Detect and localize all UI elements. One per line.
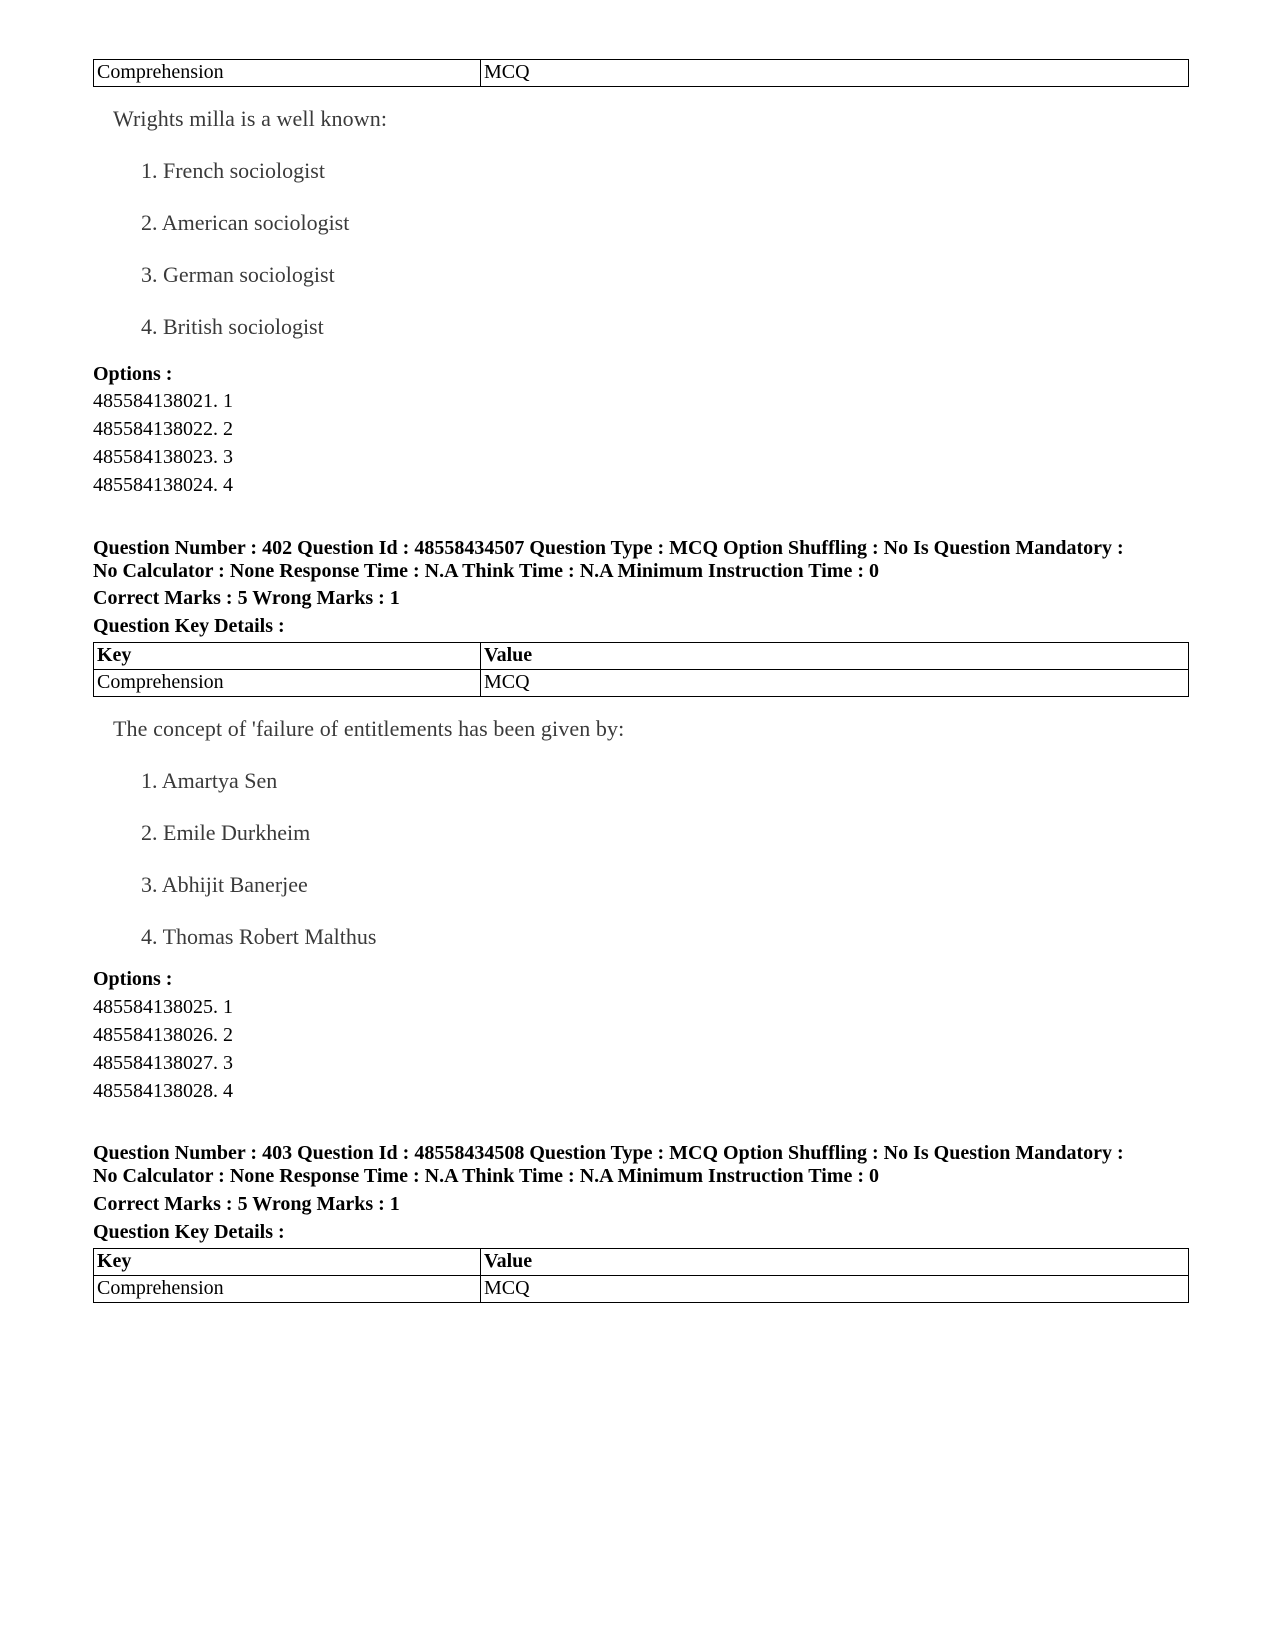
question-key-table (93, 1248, 1189, 1303)
value-cell: MCQ (481, 670, 1189, 697)
key-cell: Comprehension (94, 1276, 481, 1303)
table-row (94, 1276, 1189, 1303)
answer-choice: 3. German sociologist (141, 262, 335, 287)
answer-choice: 2. Emile Durkheim (141, 820, 311, 845)
option-item: 485584138025. 1 (93, 996, 233, 1018)
question-meta-line: No Calculator : None Response Time : N.A Think Time : N.A Minimum Instruction Time : 0 (93, 560, 879, 582)
value-cell: MCQ (481, 1276, 1189, 1303)
question-stem: Wrights milla is a well known: (113, 106, 388, 131)
key-cell: Comprehension (94, 670, 481, 697)
question-key-table (93, 642, 1189, 697)
answer-choice: 4. Thomas Robert Malthus (141, 924, 377, 949)
key-header: Key (94, 1249, 481, 1276)
key-details-label: Question Key Details : (93, 615, 285, 637)
option-item: 485584138021. 1 (93, 390, 233, 412)
question-meta-line: Question Number : 403 Question Id : 48558434508 Question Type : MCQ Option Shuffling : No Is Question Mandatory : (93, 1142, 1124, 1164)
key-cell: Comprehension (94, 60, 481, 87)
table-row (94, 670, 1189, 697)
key-header: Key (94, 643, 481, 670)
value-cell: MCQ (481, 60, 1189, 87)
question-meta-line: No Calculator : None Response Time : N.A Think Time : N.A Minimum Instruction Time : 0 (93, 1165, 879, 1187)
answer-choice: 4. British sociologist (141, 314, 324, 339)
question-key-table (93, 59, 1189, 87)
options-label: Options : (93, 968, 173, 990)
option-item: 485584138026. 2 (93, 1024, 233, 1046)
value-header: Value (481, 1249, 1189, 1276)
option-item: 485584138028. 4 (93, 1080, 233, 1102)
answer-choice: 3. Abhijit Banerjee (141, 872, 308, 897)
question-meta-line: Question Number : 402 Question Id : 48558434507 Question Type : MCQ Option Shuffling : No Is Question Mandatory : (93, 537, 1124, 559)
question-stem: The concept of 'failure of entitlements has been given by: (113, 716, 625, 741)
table-header-row (94, 1249, 1189, 1276)
marks-line: Correct Marks : 5 Wrong Marks : 1 (93, 587, 400, 609)
value-header: Value (481, 643, 1189, 670)
table-row (94, 60, 1189, 87)
answer-choice: 1. Amartya Sen (141, 768, 278, 793)
option-item: 485584138027. 3 (93, 1052, 233, 1074)
marks-line: Correct Marks : 5 Wrong Marks : 1 (93, 1193, 400, 1215)
table-header-row (94, 643, 1189, 670)
key-details-label: Question Key Details : (93, 1221, 285, 1243)
option-item: 485584138023. 3 (93, 446, 233, 468)
option-item: 485584138024. 4 (93, 474, 233, 496)
options-label: Options : (93, 363, 173, 385)
option-item: 485584138022. 2 (93, 418, 233, 440)
answer-choice: 1. French sociologist (141, 158, 325, 183)
answer-choice: 2. American sociologist (141, 210, 350, 235)
